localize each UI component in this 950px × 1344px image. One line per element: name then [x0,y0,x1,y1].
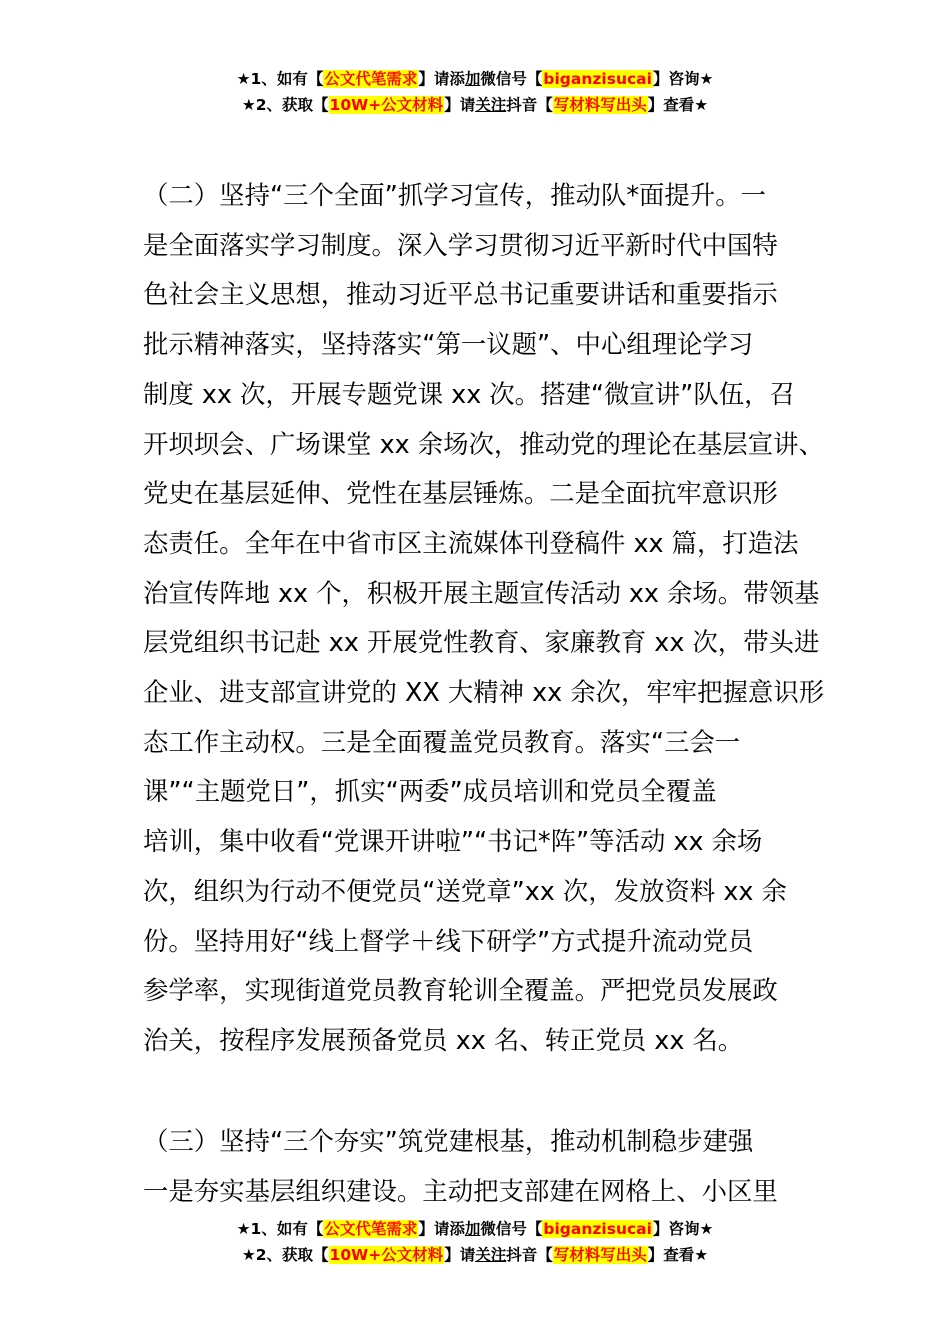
banner-text: 】查看★ [647,1246,709,1264]
footer-banner [0,1216,950,1268]
text-line: 次，组织为行动不便党员“送党章”xx 次，发放资料 xx 余 [143,875,787,906]
banner-highlight: 写材料写出头 [553,96,647,114]
banner-underlined-text: 关注 [475,96,507,114]
paragraph-3 [143,1117,823,1216]
banner-text: 】请 [444,1246,476,1264]
banner-underlined-text: 加 [464,1220,481,1238]
banner-underlined-text: 关注 [475,1246,507,1264]
banner-text: ★2、获取【 [241,1246,329,1264]
banner-text: 】查看★ [647,96,709,114]
header-banner [0,66,950,118]
text-line: 态责任。全年在中省市区主流媒体刊登稿件 xx 篇，打造法 [143,527,799,558]
text-line: （二）坚持“三个全面”抓学习宣传，推动队*面提升。一 [143,180,766,210]
text-line: 开坝坝会、广场课堂 xx 余场次，推动党的理论在基层宣讲、 [143,428,824,459]
text-line: 治宣传阵地 xx 个，积极开展主题宣传活动 xx 余场。带领基 [143,577,820,608]
banner-line-1 [0,66,950,92]
banner-text: 】请添 [418,70,465,88]
banner-text: ★1、如有【 [236,1220,324,1238]
text-line: 是全面落实学习制度。深入学习贯彻习近平新时代中国特 [143,229,778,260]
banner-highlight: biganzisucai [543,1220,652,1238]
text-line: 参学率，实现街道党员教育轮训全覆盖。严把党员发展政 [143,975,778,1006]
text-line: （三）坚持“三个夯实”筑党建根基，推动机制稳步建强 [143,1126,754,1156]
text-line: 制度 xx 次，开展专题党课 xx 次。搭建“微宣讲”队伍，召 [143,378,795,409]
banner-text: 抖音【 [506,1246,553,1264]
banner-underlined-text: 加 [464,70,481,88]
banner-highlight: 公文代笔需求 [324,1220,418,1238]
text-line: 色社会主义思想，推动习近平总书记重要讲话和重要指示 [143,279,778,310]
banner-line-2 [0,92,950,118]
banner-highlight: 10W+公文材料 [329,1246,444,1264]
banner-text: 抖音【 [506,96,553,114]
banner-text: ★2、获取【 [241,96,329,114]
text-line: 态工作主动权。三是全面覆盖党员教育。落实“三会一 [143,726,741,757]
banner-text: 】咨询★ [652,1220,714,1238]
banner-highlight: 写材料写出头 [553,1246,647,1264]
banner-line-2 [0,1242,950,1268]
text-line: 培训，集中收看“党课开讲啦”“书记*阵”等活动 xx 余场 [143,826,763,857]
banner-highlight: 10W+公文材料 [329,96,444,114]
banner-highlight: biganzisucai [543,70,652,88]
banner-text: 】请添 [418,1220,465,1238]
banner-text: ★1、如有【 [236,70,324,88]
text-line: 治关，按程序发展预备党员 xx 名、转正党员 xx 名。 [143,1024,744,1055]
text-line: 份。坚持用好“线上督学＋线下研学”方式提升流动党员 [143,925,754,956]
text-line: 企业、进支部宣讲党的 XX 大精神 xx 余次，牢牢把握意识形 [143,677,825,708]
banner-text: 】请 [444,96,476,114]
text-line: 层党组织书记赴 xx 开展党性教育、家廉教育 xx 次，带头进 [143,627,820,658]
banner-line-1 [0,1216,950,1242]
text-line: 一是夯实基层组织建设。主动把支部建在网格上、小区里 [143,1175,778,1206]
text-line: 课”“主题党日”，抓实“两委”成员培训和党员全覆盖 [143,776,717,807]
banner-text: 微信号【 [480,70,543,88]
banner-text: 】咨询★ [652,70,714,88]
text-line: 党史在基层延伸、党性在基层锤炼。二是全面抗牢意识形 [143,478,778,509]
paragraph-2 [143,171,823,1066]
banner-text: 微信号【 [480,1220,543,1238]
banner-highlight: 公文代笔需求 [324,70,418,88]
text-line: 批示精神落实，坚持落实“第一议题”、中心组理论学习 [143,329,754,360]
